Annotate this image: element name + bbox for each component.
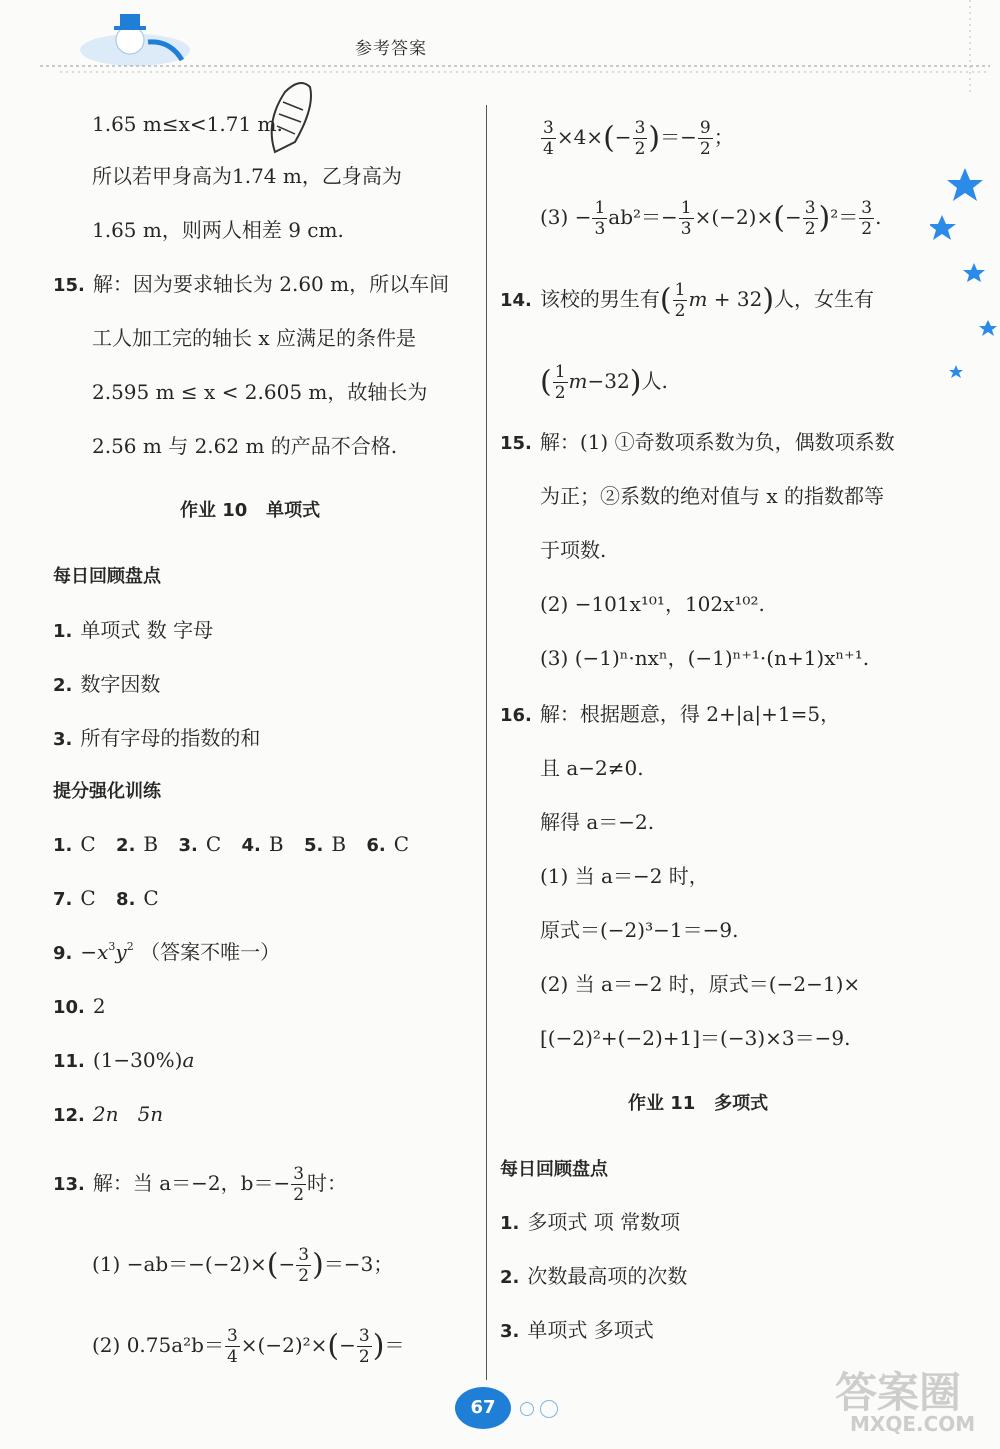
answer-15-line-3: 于项数. — [540, 538, 607, 562]
answer-14-line-1: 14. 该校的男生有( $\frac{1}{2}$ m + 32)人，女生有 — [500, 280, 875, 321]
star-icon — [947, 168, 983, 201]
star-icon — [949, 365, 963, 378]
stars-decoration — [930, 160, 1000, 390]
answer-13-part-2: (2) 0.75a²b＝ $\frac{3}{4}$ ×(−2)²×(− $\frac{3}{2}$ )＝ — [92, 1326, 405, 1367]
answer-16-line-1: 16. 解：根据题意，得 2+|a|+1=5， — [500, 702, 841, 726]
answer-15-line-1: 15. 解：(1) ①奇数项系数为负，偶数项系数 — [500, 430, 895, 454]
answer-16-line-4: (1) 当 a＝−2 时， — [540, 864, 709, 888]
answer-15-line-4: (2) −101x¹⁰¹，102x¹⁰². — [540, 592, 765, 616]
left-q15-line-2: 工人加工完的轴长 x 应满足的条件是 — [92, 326, 416, 350]
daily-review-heading: 每日回顾盘点 — [53, 566, 161, 587]
column-divider — [486, 105, 487, 1380]
star-icon — [963, 263, 985, 282]
daily-review-heading-right: 每日回顾盘点 — [500, 1159, 608, 1180]
page-header-title: 参考答案 — [355, 39, 427, 59]
training-heading: 提分强化训练 — [53, 781, 161, 802]
left-line-2: 所以若甲身高为1.74 m，乙身高为 — [92, 164, 402, 188]
answer-12: 12. 2n 5n — [53, 1102, 164, 1126]
answer-16-line-3: 解得 a＝−2. — [540, 810, 655, 834]
answer-9: 9. $-x^3y^2$ （答案不唯一） — [53, 940, 281, 964]
header-decoration — [0, 0, 1000, 95]
question-number: 15. — [53, 275, 85, 296]
answer-13-part-1: (1) −ab＝−(−2)×(− $\frac{3}{2}$ )＝−3； — [92, 1245, 394, 1286]
right-line-1: $\frac{3}{4}$ ×4×(− $\frac{3}{2}$ )＝− $\frac{9}{2}$ ； — [543, 118, 734, 159]
daily-review-item: 2. 数字因数 — [53, 672, 161, 696]
answer-10: 10. 2 — [53, 994, 106, 1018]
daily-review-item: 1. 单项式 数 字母 — [53, 618, 214, 642]
homework-10-heading: 作业 10 单项式 — [180, 500, 321, 521]
left-q15-line-3: 2.595 m ≤ x < 2.605 m，故轴长为 — [92, 380, 428, 404]
watermark-url: MXQE.COM — [850, 1412, 976, 1436]
left-line-1: 1.65 m≤x<1.71 m. — [92, 112, 283, 136]
right-line-2: (3) − $\frac{1}{3}$ ab²＝− $\frac{1}{3}$ ×(−2)×(− $\frac{3}{2}$ )²＝ $\frac{3}{2}$ . — [540, 198, 882, 239]
left-q15-line-4: 2.56 m 与 2.62 m 的产品不合格. — [92, 434, 398, 458]
star-icon — [930, 215, 956, 240]
daily-review-item: 3. 所有字母的指数的和 — [53, 726, 261, 750]
answer-11: 11. (1−30%)a — [53, 1048, 195, 1072]
answer-15-line-5: (3) (−1)ⁿ·nxⁿ，(−1)ⁿ⁺¹·(n+1)xⁿ⁺¹. — [540, 646, 870, 670]
page-number-badge: 67 — [455, 1387, 511, 1429]
mc-answers-row-1: 1. C 2. B 3. C 4. B 5. B 6. C — [53, 832, 410, 856]
answer-15-line-2: 为正；②系数的绝对值与 x 的指数都等 — [540, 484, 884, 508]
answer-16-line-2: 且 a−2≠0. — [540, 756, 644, 780]
daily-review-item-right: 1. 多项式 项 常数项 — [500, 1210, 681, 1234]
circle-decoration-icon — [540, 1400, 558, 1418]
left-q15-line-1: 15. 解：因为要求轴长为 2.60 m，所以车间 — [53, 272, 450, 296]
answer-14-line-2: ( $\frac{1}{2}$ m−32)人. — [540, 362, 668, 403]
daily-review-item-right: 2. 次数最高项的次数 — [500, 1264, 688, 1288]
watermark-logo: 答案圈 — [835, 1368, 962, 1417]
answer-13: 13. 解：当 a＝−2，b＝− $\frac{3}{2}$ 时： — [53, 1164, 348, 1205]
answer-16-line-7: [(−2)²+(−2)+1]＝(−3)×3＝−9. — [540, 1026, 851, 1050]
snowman-icon — [80, 14, 190, 66]
mc-answers-row-2: 7. C 8. C — [53, 886, 159, 910]
answer-16-line-6: (2) 当 a＝−2 时，原式＝(−2−1)× — [540, 972, 861, 996]
daily-review-item-right: 3. 单项式 多项式 — [500, 1318, 654, 1342]
left-line-3: 1.65 m，则两人相差 9 cm. — [92, 218, 344, 242]
homework-11-heading: 作业 11 多项式 — [628, 1093, 769, 1114]
circle-decoration-icon — [520, 1402, 534, 1416]
star-icon — [979, 320, 997, 336]
answer-16-line-5: 原式＝(−2)³−1＝−9. — [540, 918, 739, 942]
